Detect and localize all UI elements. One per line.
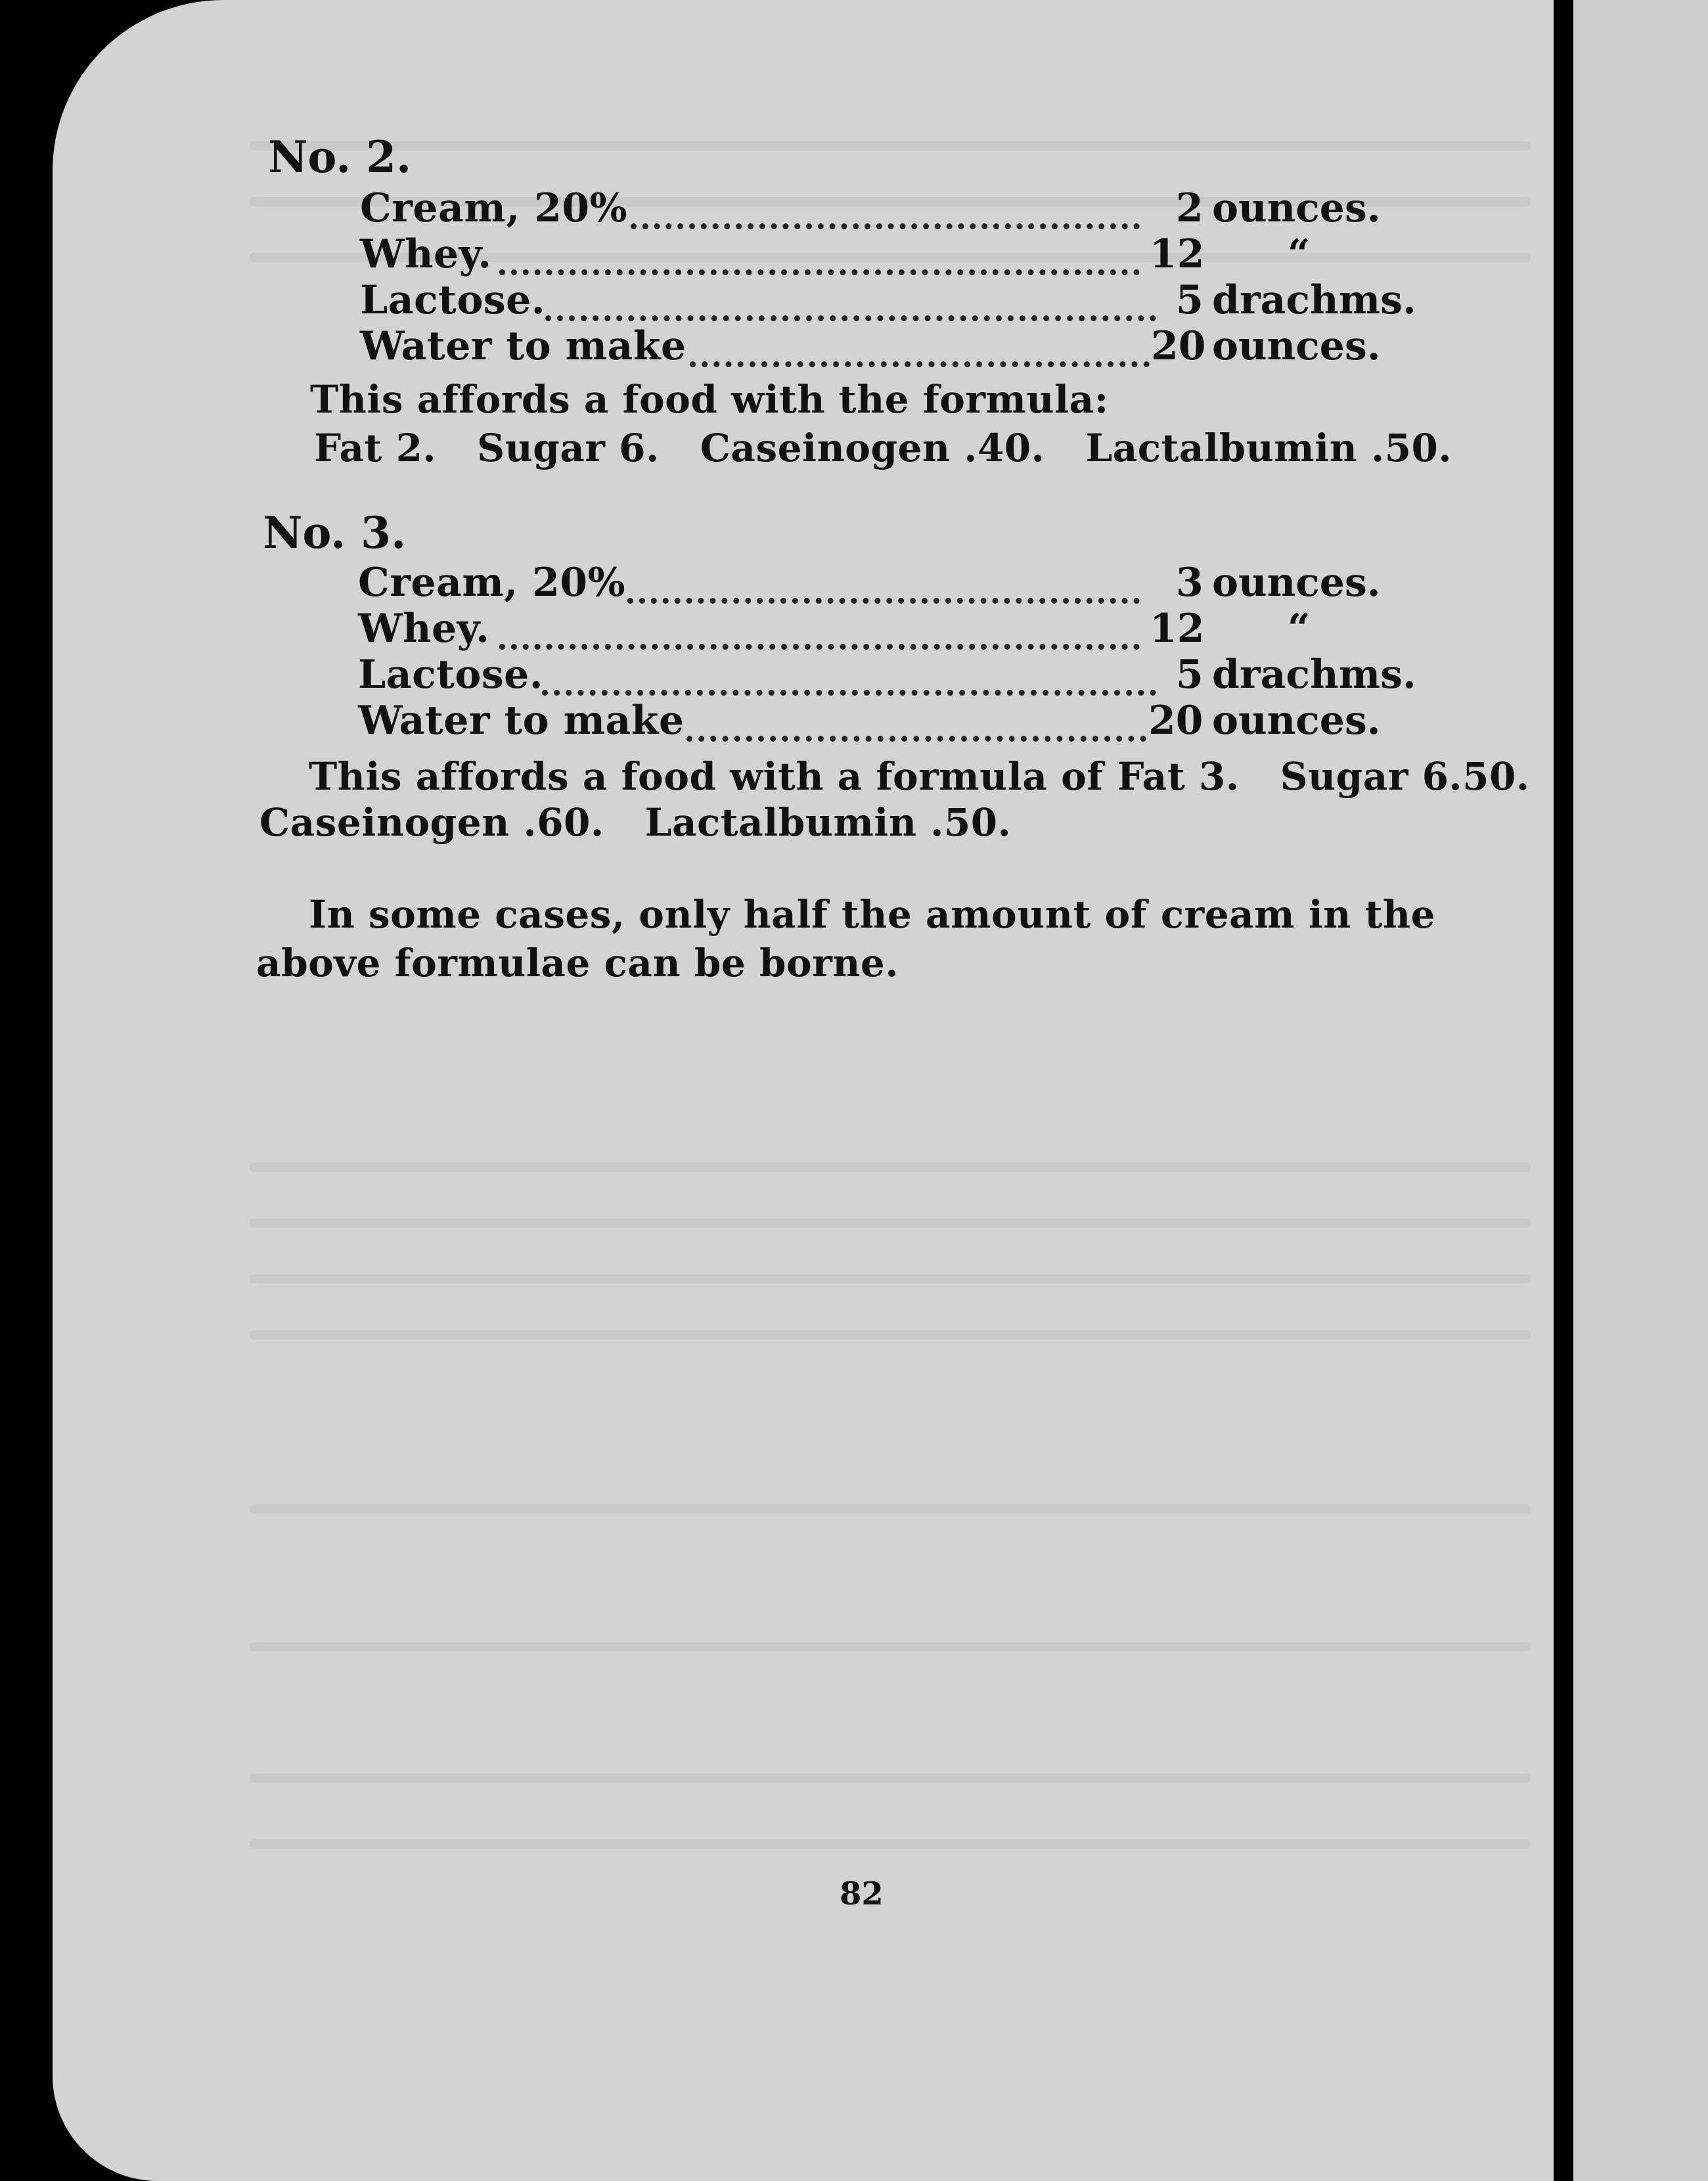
closing-paragraph-line-1: In some cases, only half the amount of cream in the (309, 892, 1436, 937)
bleed-through-line (250, 1274, 1531, 1284)
formula-3-composition: Caseinogen .60. Lactalbumin .50. (259, 800, 1012, 845)
formula-2-ingredient-amount: 20 (1151, 323, 1206, 369)
formula-2-ingredient-unit: ounces. (1212, 323, 1381, 369)
formula-2-ingredient-amount: 2 (1176, 185, 1203, 231)
formula-3-ingredient-name: Lactose. (358, 652, 544, 698)
formula-3-ingredient-unit: ounces. (1212, 698, 1381, 744)
formula-3-ingredient-name: Water to make (358, 698, 685, 744)
formula-2-ingredient-unit: ounces. (1212, 185, 1381, 231)
leader-dots (499, 644, 1140, 650)
closing-paragraph-line-2: above formulae can be borne. (256, 941, 899, 985)
bleed-through-line (250, 1330, 1531, 1339)
bleed-through-line (250, 141, 1531, 150)
formula-3-ingredient-unit: ounces. (1212, 560, 1381, 606)
formula-3-ingredient-amount: 5 (1176, 652, 1203, 698)
formula-3-description: This affords a food with a formula of Fat 3. Sugar 6.50. (309, 754, 1530, 799)
formula-2-ingredient-name: Cream, 20% (360, 185, 628, 231)
formula-2-ingredient-name: Lactose. (360, 277, 546, 323)
bleed-through-line (250, 1642, 1531, 1652)
formula-3-ingredient-amount: 20 (1148, 698, 1203, 744)
formula-2-heading: No. 2. (268, 131, 412, 183)
formula-3-ingredient-name: Cream, 20% (358, 560, 626, 606)
leader-dots (631, 223, 1140, 229)
formula-2-ingredient-amount: 5 (1176, 277, 1203, 323)
formula-3-heading: No. 3. (263, 507, 407, 558)
bleed-through-line (250, 1774, 1531, 1783)
formula-2-ingredient-name: Water to make (360, 323, 686, 369)
formula-3-ingredient-amount: 3 (1176, 560, 1203, 606)
leader-dots (499, 269, 1140, 275)
leader-dots (690, 361, 1150, 367)
formula-2-ingredient-amount: 12 (1150, 231, 1205, 277)
leader-dots (545, 315, 1156, 321)
formula-3-ingredient-unit: “ (1288, 606, 1311, 652)
bleed-through-line (250, 1163, 1531, 1172)
formula-2-ingredient-name: Whey. (360, 231, 492, 277)
bleed-through-line (250, 1504, 1531, 1514)
formula-2-ingredient-unit: “ (1288, 231, 1311, 277)
bleed-through-line (250, 1219, 1531, 1228)
formula-3-ingredient-unit: drachms. (1212, 652, 1416, 698)
formula-3-ingredient-amount: 12 (1150, 606, 1205, 652)
formula-2-description: This affords a food with the formula: (310, 377, 1109, 422)
page-number: 82 (840, 1876, 884, 1912)
formula-3-ingredient-name: Whey. (358, 606, 490, 652)
formula-2-composition: Fat 2. Sugar 6. Caseinogen .40. Lactalbumin .50. (314, 426, 1452, 470)
leader-dots (686, 736, 1146, 742)
formula-2-ingredient-unit: drachms. (1212, 277, 1416, 323)
adjacent-page-edge (1573, 0, 1708, 2181)
bleed-through-line (250, 1839, 1531, 1849)
leader-dots (542, 690, 1156, 696)
leader-dots (627, 598, 1140, 604)
